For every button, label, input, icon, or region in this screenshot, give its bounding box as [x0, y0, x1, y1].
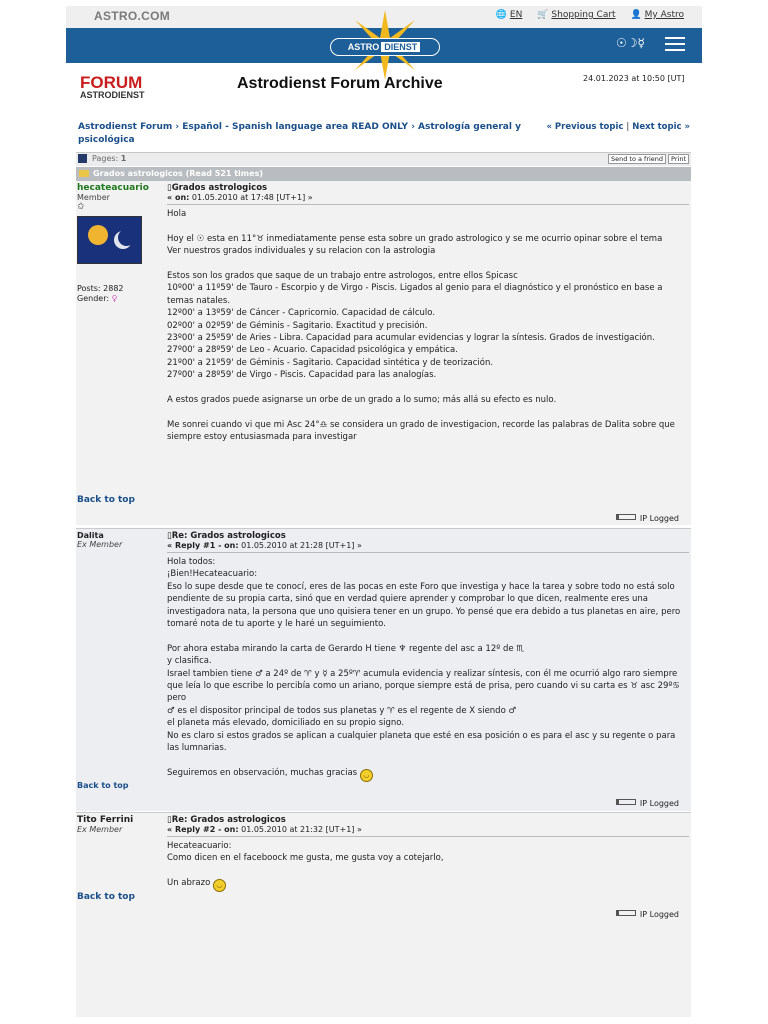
author-role: Member	[77, 193, 110, 202]
post-line: Seguiremos en observación, muchas gracias ◡	[167, 767, 689, 782]
post-author-panel	[77, 183, 165, 303]
cart-icon: 🛒	[537, 10, 549, 20]
post-line: Hola	[167, 209, 187, 219]
next-topic-link[interactable]: Next topic »	[632, 122, 690, 132]
cart-link[interactable]: 🛒 Shopping Cart	[537, 10, 616, 20]
post-icon: ▯	[167, 183, 172, 193]
ip-icon	[616, 799, 636, 805]
post-text	[167, 208, 689, 444]
post-line: el planeta más elevado, domiciliado en su propio signo.	[167, 718, 405, 729]
post-line: Hola todos:	[167, 557, 216, 567]
timestamp: 24.01.2023 at 10:50 [UT]	[583, 74, 685, 83]
post-line: Ver nuestros grados individuales y su relacion con la astrologia	[167, 246, 436, 257]
ip-logged: IP Logged	[616, 910, 679, 919]
smiley-icon: ◡	[360, 769, 373, 782]
post-title[interactable]: ▯Re: Grados astrologicos	[167, 531, 286, 541]
ip-icon	[616, 910, 636, 916]
post-line	[167, 382, 689, 394]
author-role: Ex Member	[77, 825, 123, 834]
post	[76, 528, 691, 811]
post-line: Me sonrei cuando vi que mi Asc 24°♎ se considera un grado de investigacion, recorde las palabras de Dalita sobre que siempre estoy entusiasmada para investigar	[167, 419, 675, 443]
post-line: Como dicen en el faceboock me gusta, me gusta voy a cotejarlo,	[167, 853, 444, 864]
astrodienst-brand[interactable]: ASTRO DIENST	[330, 38, 440, 56]
post-count: Posts: 2882	[77, 284, 124, 293]
post-meta: « Reply #1 - on: 01.05.2010 at 21:28 [UT+1] »	[167, 541, 689, 553]
post-body	[167, 531, 689, 782]
post	[76, 812, 691, 924]
author-name: Dalita	[77, 531, 104, 540]
envelope-icon	[79, 170, 89, 177]
post-line: Hecateacuario:	[167, 841, 232, 851]
post-line: ♂ es el dispositor principal de todos sus planetas y ♈ es el regente de X siendo ♂	[167, 705, 517, 716]
page-footer-area	[76, 923, 691, 1017]
gender-label: Gender:	[77, 294, 110, 303]
ip-logged: IP Logged	[616, 514, 679, 523]
page-title: Astrodienst Forum Archive	[237, 75, 443, 92]
site-logo[interactable]: ASTRO.COM	[94, 9, 171, 23]
topic-header	[76, 167, 691, 181]
topic-nav: « Previous topic | Next topic »	[546, 122, 690, 132]
post-title[interactable]: ▯Re: Grados astrologicos	[167, 815, 286, 825]
post-line	[167, 407, 689, 419]
post-line: 12º00' a 13º59' de Cáncer - Capricornio. Capacidad de cálculo.	[167, 308, 436, 319]
avatar	[77, 216, 142, 264]
post-line	[167, 755, 689, 767]
breadcrumb: Astrodienst Forum › Español - Spanish language area READ ONLY › Astrología general y psicológica	[78, 122, 521, 145]
post	[76, 181, 691, 525]
post-line: Un abrazo ◡	[167, 877, 689, 892]
post-meta: « on: 01.05.2010 at 17:48 [UT+1] »	[167, 193, 689, 205]
author-name: Tito Ferrini	[77, 815, 134, 825]
post-line: Hoy el ☉ esta en 11°♉ inmediatamente pense esta sobre un grado astrologico y se me ocurrio opinar sobre el tema	[167, 233, 663, 244]
post-meta: « Reply #2 - on: 01.05.2010 at 21:32 [UT+1] »	[167, 825, 689, 837]
star-icon: ✩	[77, 202, 85, 212]
smiley-icon: ◡	[213, 879, 226, 892]
post-author-panel	[77, 531, 165, 549]
post-author-panel	[77, 815, 165, 834]
my-astro-link[interactable]: 👤 My Astro	[630, 10, 684, 20]
post-line: Estos son los grados que saque de un trabajo entre astrologos, entre ellos Spicasc	[167, 271, 518, 282]
language-link[interactable]: 🌐 EN	[495, 10, 523, 20]
send-to-friend-button[interactable]: Send to a friend	[608, 154, 666, 164]
post-body	[167, 183, 689, 444]
globe-icon: 🌐	[495, 10, 507, 20]
planet-symbols[interactable]: ☉☽☿	[616, 36, 645, 50]
post-line: Israel tambien tiene ♂ a 24º de ♈ y ☿ a 25º♈ acumula evidencia y realizar síntesis, con él me ocurrió algo raro siempre que leía lo que escribe lo percibía como un ariano, porque siempre está de prisa, pero cuando vi su carta es ♉ asc 29º♋ pero	[167, 668, 681, 704]
female-icon: ♀	[111, 294, 118, 303]
breadcrumb-item[interactable]: Astrología general y psicológica	[78, 122, 521, 145]
post-title[interactable]: ▯Grados astrologicos	[167, 183, 268, 193]
back-to-top-link[interactable]: Back to top	[77, 495, 135, 505]
post-line: Eso lo supe desde que te conocí, eres de las pocas en este Foro que investiga y hace la tarea y sobre todo no está solo pendiente de su propia carta, sinó que en verdad quiere aprender y comprobar lo que dicen, realmente eres una investigadora nata, la persona que uno quisiera tener en un grupo. Yo pensé que era debido a tus planetas en aire, pero tomaré nota de tu aporte y le haré un seguimiento.	[167, 581, 681, 630]
post-line	[167, 630, 689, 642]
topic-title: Grados astrologicos (Read 521 times)	[93, 169, 263, 178]
post-icon: ▯	[167, 531, 172, 541]
post-line: Por ahora estaba mirando la carta de Gerardo H tiene ♆ regente del asc a 12º de ♏	[167, 643, 524, 654]
post-line: y clasifica.	[167, 656, 212, 667]
current-page: 1	[120, 154, 127, 163]
user-icon: 👤	[630, 10, 642, 20]
forum-logo[interactable]: FORUM ASTRODIENST	[80, 73, 145, 100]
book-icon	[78, 154, 87, 163]
breadcrumb-item[interactable]: Español - Spanish language area READ ONLY	[182, 122, 409, 132]
post-line: A estos grados puede asignarse un orbe de un grado a lo sumo; más allá su efecto es nulo.	[167, 395, 557, 406]
ip-logged: IP Logged	[616, 799, 679, 808]
post-line	[167, 258, 689, 270]
previous-topic-link[interactable]: « Previous topic	[546, 122, 624, 132]
post-text	[167, 556, 689, 782]
hamburger-menu-icon[interactable]	[665, 37, 685, 55]
post-body	[167, 815, 689, 892]
post-line: 10º00' a 11º59' de Tauro - Escorpio y de Virgo - Piscis. Ligados al genio para el diagnóstico y el pronóstico en base a temas natales.	[167, 283, 663, 306]
author-name[interactable]: hecateacuario	[77, 183, 149, 193]
post-line: 23º00' a 25º59' de Aries - Libra. Capacidad para acumular evidencias y lograr la síntesis. Grados de investigación.	[167, 333, 655, 344]
post-line: 02º00' a 02º59' de Géminis - Sagitario. Exactitud y precisión.	[167, 320, 428, 331]
post-icon: ▯	[167, 815, 172, 825]
print-button[interactable]: Print	[668, 154, 689, 164]
post-line: No es claro si estos grados se aplican a cualquier planeta que esté en esa posición o es para el asc y su regente o para las lumnarias.	[167, 730, 676, 754]
back-to-top-link[interactable]: Back to top	[77, 781, 129, 790]
breadcrumb-item[interactable]: Astrodienst Forum	[78, 122, 173, 132]
post-line	[167, 865, 689, 877]
back-to-top-link[interactable]: Back to top	[77, 892, 135, 902]
author-role: Ex Member	[77, 540, 123, 549]
post-line: 27º00' a 28º59' de Virgo - Piscis. Capacidad para las analogías.	[167, 370, 437, 381]
post-text	[167, 840, 689, 892]
post-line: 27º00' a 28º59' de Leo - Acuario. Capacidad psicológica y empática.	[167, 345, 458, 356]
utility-links	[496, 10, 684, 20]
pages-bar	[76, 152, 691, 166]
post-line: ¡Bien!Hecateacuario:	[167, 569, 258, 580]
pages-label: Pages:	[92, 154, 119, 163]
post-line: 21º00' a 21º59' de Géminis - Sagitario. Capacidad sintética y de teorización.	[167, 357, 494, 368]
ip-icon	[616, 514, 636, 520]
post-line	[167, 220, 689, 232]
